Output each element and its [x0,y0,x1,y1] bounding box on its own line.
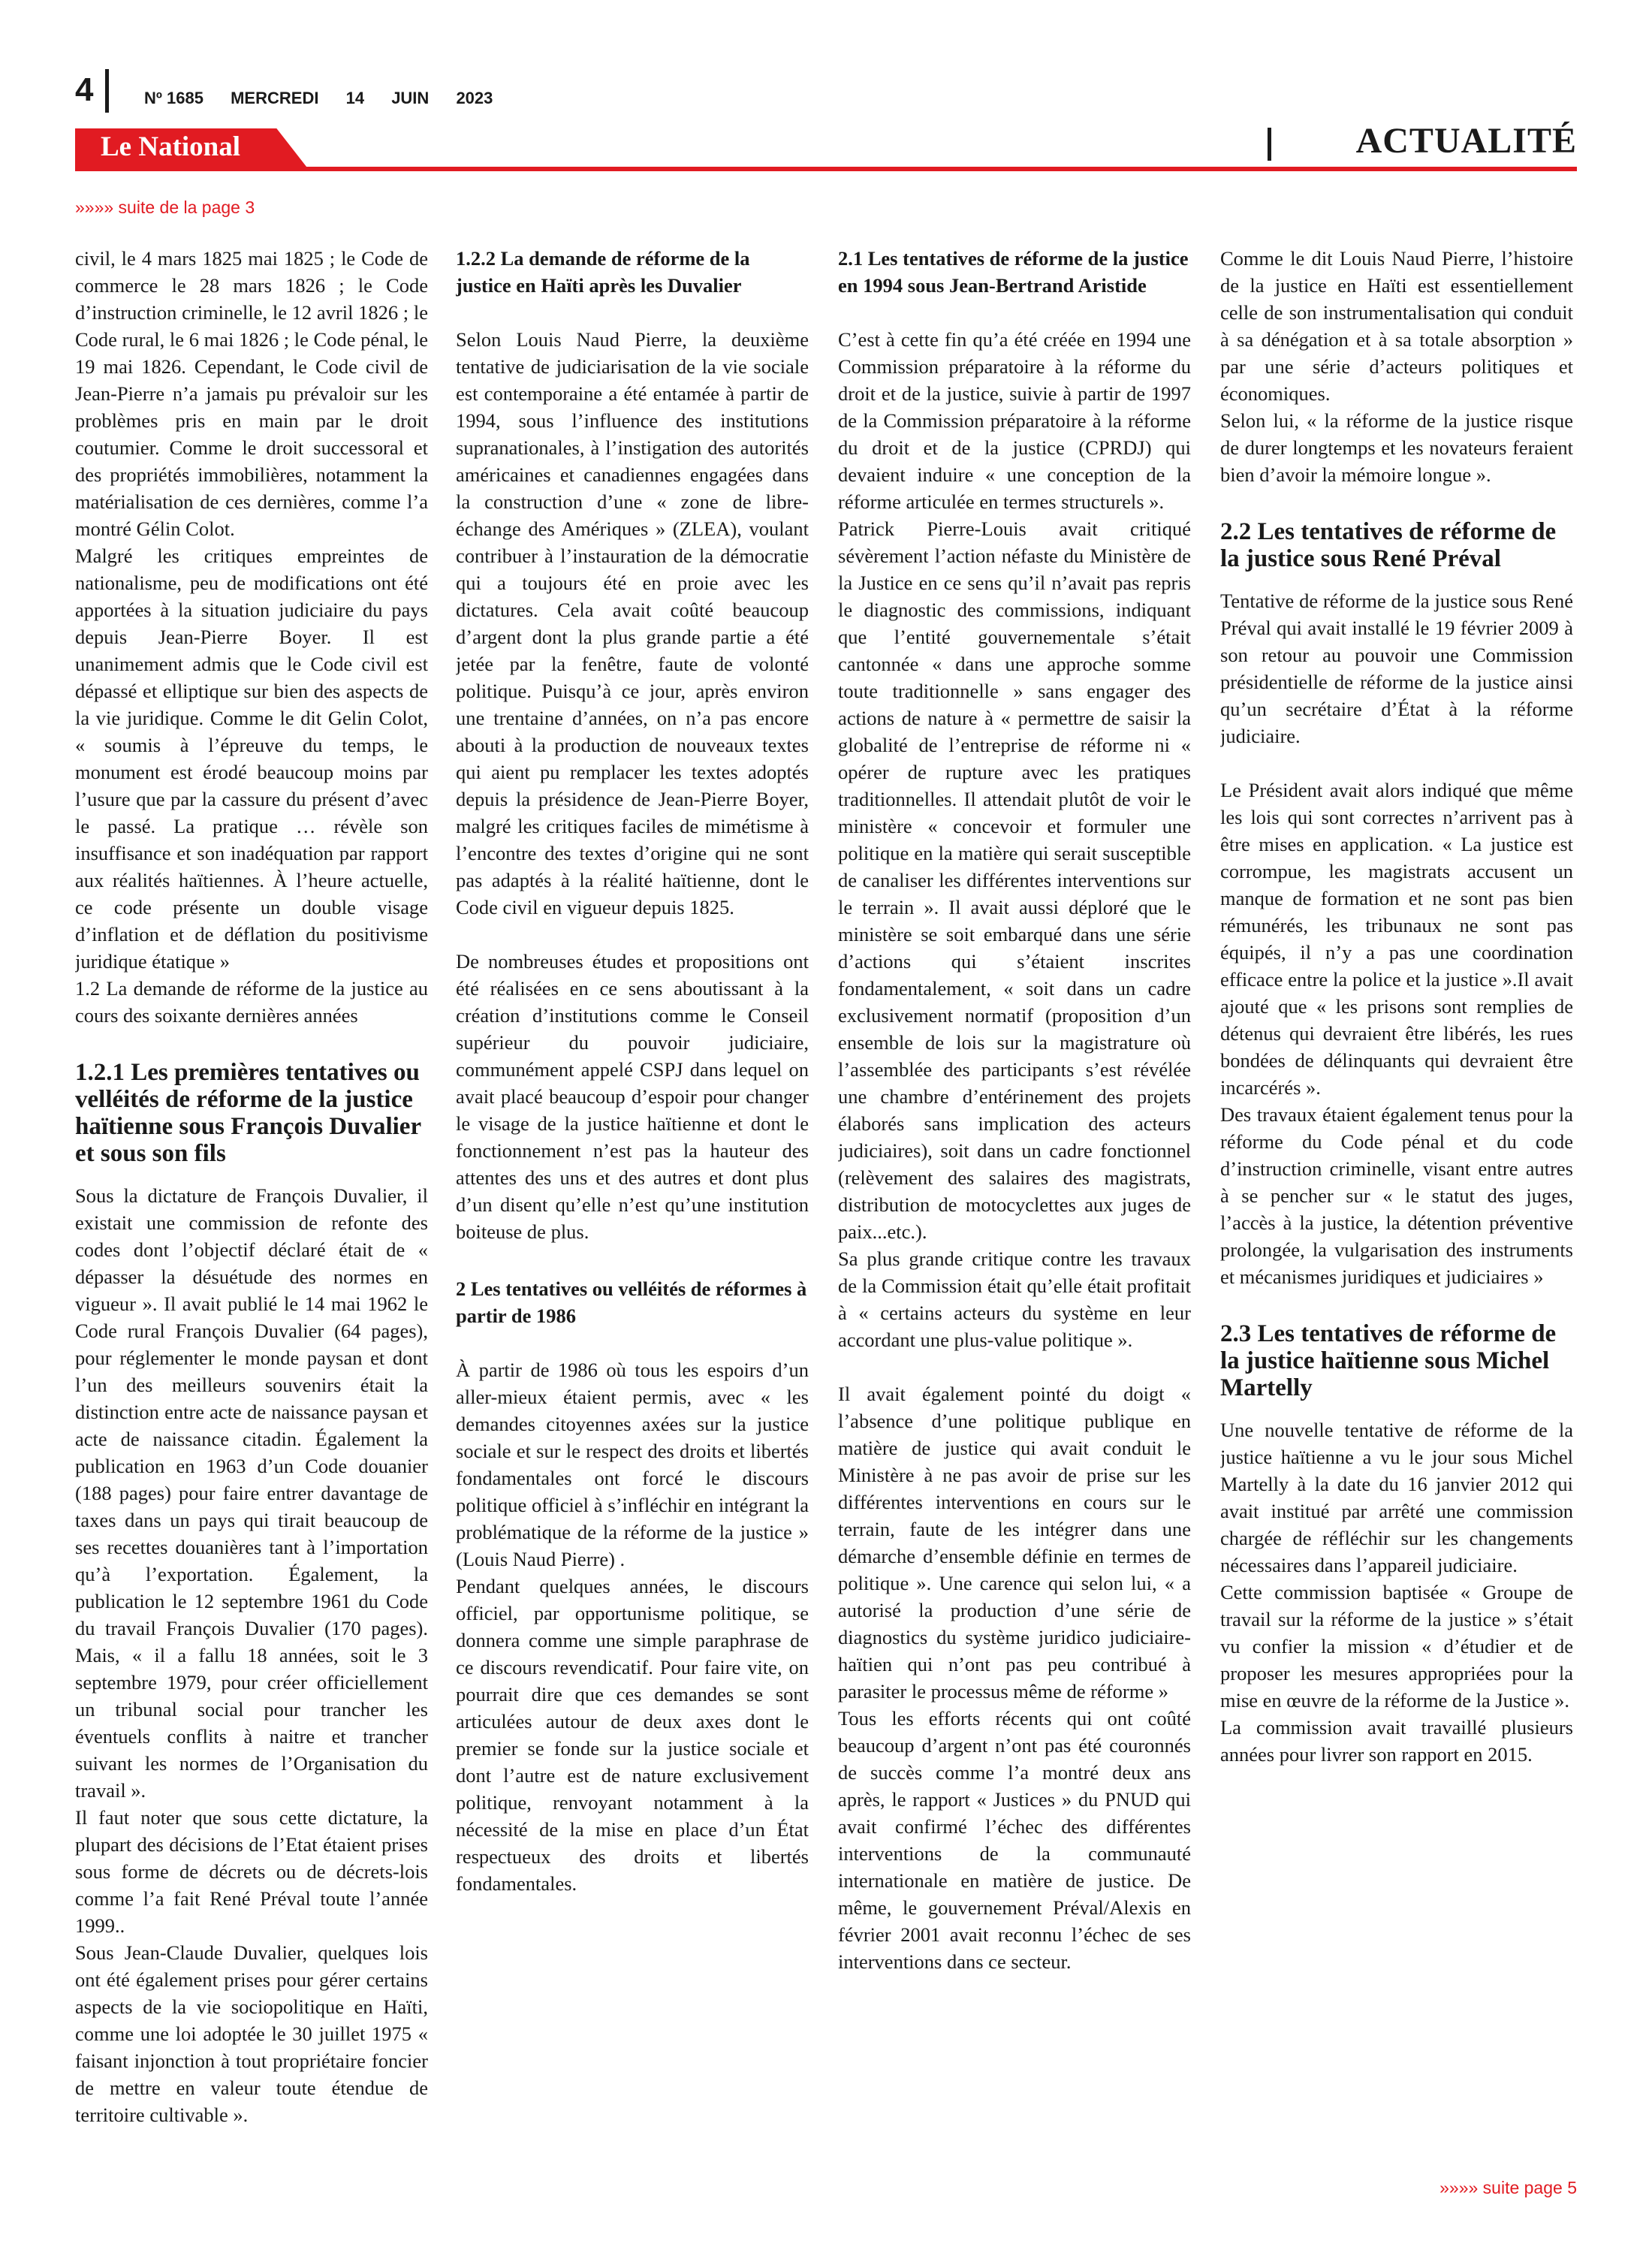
issue-year: 2023 [456,89,493,107]
paragraph: Il faut noter que sous cette dictature, la plupart des décisions de l’Etat étaient prises sous forme de décrets ou de décrets-lois comme l’a fait René Préval toute l’année 1999.. [75,1806,428,1937]
paragraph: Tentative de réforme de la justice sous René Préval qui avait installé le 19 février 2009 à son retour au pouvoir une Commission présidentielle de réforme de la justice ainsi qu’un secrétaire d’État à la réforme judiciaire. [1220,590,1573,747]
section-heading: 2 Les tentatives ou velléités de réformes à partir de 1986 [456,1277,807,1327]
paragraph: De nombreuses études et propositions ont été réalisées en ce sens aboutissant à la création d’institutions comme le Conseil supérieur du pouvoir judiciaire, communément appelé CSPJ dans lequel on avait placé beaucoup d’espoir pour changer le visage de la justice haïtienne et dont le fonctionnement n’est pas la hauteur des attentes des uns et des autres et dont plus d’un disent qu’elle n’est qu’une institution boiteuse de plus. [456,950,809,1243]
article-column-1 [75,245,428,2167]
section-divider [1268,128,1271,161]
article-column-4 [1220,245,1573,2167]
section-heading: 1.2.2 La demande de réforme de la justice en Haïti après les Duvalier [456,247,750,297]
page-number-divider [105,69,109,113]
page-number: 4 [75,71,94,108]
paragraph: Sa plus grande critique contre les travaux de la Commission était qu’elle était profitait à « certains acteurs du système en leur accordant une plus-value politique ». [838,1247,1191,1351]
paragraph: Selon lui, « la réforme de la justice risque de durer longtemps et les novateurs feraient bien d’avoir la mémoire longue ». [1220,409,1573,486]
issue-weekday: MERCREDI [231,89,319,107]
paragraph: Le Président avait alors indiqué que même les lois qui sont correctes n’arrivent pas à être mises en application. « La justice est corrompue, les magistrats accusent un manque de formation et ne sont pas bien rémunérés, les tribunaux ne sont pas équipés, il n’y a pas une coordination efficace entre la police et la justice ».Il avait ajouté que « les prisons sont remplies de détenus qui devraient être libérés, les rues bondées de délinquants qui devraient être incarcérés ». [1220,779,1573,1099]
section-heading: 1.2.1 Les premières tentatives ou velléités de réforme de la justice haïtienne sous François Duvalier et sous son fils [75,1059,421,1167]
paragraph: Pendant quelques années, le discours officiel, par opportunisme politique, se donnera comme une simple paraphrase de ce discours revendicatif. Pour faire vite, on pourrait dire que ces demandes se sont articulées autour de deux axes dont le premier se fonde sur la justice sociale et dont l’autre est de nature exclusivement politique, renvoyant notamment à la nécessité de la mise en place d’un État respectueux des droits et libertés fondamentales. [456,1575,809,1895]
paragraph: Des travaux étaient également tenus pour la réforme du Code pénal et du code d’instruction criminelle, visant entre autres à se pencher sur « le statut des juges, l’accès à la justice, la détention préventive prolongée, la vulgarisation des instruments et mécanismes juridiques et judiciaires » [1220,1103,1573,1288]
paragraph: 1.2 La demande de réforme de la justice au cours des soixante dernières années [75,977,428,1027]
paragraph: Comme le dit Louis Naud Pierre, l’histoire de la justice en Haïti est essentiellement celle de son instrumentalisation qui conduit à sa dénégation et à sa totale absorption » par une série d’acteurs politiques et économiques. [1220,247,1573,405]
paragraph: Patrick Pierre-Louis avait critiqué sévèrement l’action néfaste du Ministère de la Justice en ce sens qu’il n’avait pas repris le diagnostic des commissions, indiquant que l’entité gouvernementale s’était cantonnée « dans une approche somme toute traditionnelle » sans engager des actions de nature à « permettre de saisir la globalité de l’entreprise de réforme ni « opérer de rupture avec les pratiques traditionnelles. Il attendait plutôt de voir le ministère « concevoir et formuler une politique en la matière qui serait susceptible de canaliser les différentes interventions sur le terrain ». Il avait aussi déploré que le ministère se soit embarqué dans une série d’actions qui s’étaient inscrites fondamentalement, « soit dans un cadre exclusivement normatif (proposition d’un ensemble de lois sur la magistrature où l’assemblée des participants s’est révélée une chambre d’entérinement des projets élaborés sans implication des acteurs judiciaires), soit dans un cadre fonctionnel (relèvement des salaires des magistrats, distribution de motocyclettes aux juges de paix...etc.). [838,517,1191,1243]
paragraph: À partir de 1986 où tous les espoirs d’un aller-mieux étaient permis, avec « les demandes citoyennes axées sur la justice sociale et sur le respect des droits et libertés fondamentales ont forcé le discours politique officiel à s’infléchir en intégrant la problématique de la réforme de la justice » (Louis Naud Pierre) . [456,1359,809,1570]
section-title: ACTUALITÉ [1355,121,1577,161]
issue-month: JUIN [391,89,430,107]
issue-day: 14 [345,89,365,107]
continued-from-link[interactable]: »»»» suite de la page 3 [75,198,255,217]
article-column-2 [456,245,809,2167]
paragraph: Sous Jean-Claude Duvalier, quelques lois ont été également prises pour gérer certains aspects de la vie sociopolitique en Haïti, comme une loi adoptée le 30 juillet 1975 « faisant injonction à tout propriétaire foncier de mettre en valeur toute étendue de territoire cultivable ». [75,1941,428,2126]
paragraph: Sous la dictature de François Duvalier, il existait une commission de refonte des codes dont l’objectif déclaré était de « dépasser la désuétude des normes en vigueur ». Il avait publié le 14 mai 1962 le Code rural François Duvalier (64 pages), pour réglementer le monde paysan et dont l’un des meilleurs souvenirs était la distinction entre acte de naissance paysan et acte de naissance citadin. Également la publication en 1963 d’un Code douanier (188 pages) pour faire entrer davantage de taxes dans un pays qui tirait beaucoup de ses recettes douanières tant à l’importation qu’à l’exportation. Également, la publication le 12 septembre 1961 du Code du travail François Duvalier (170 pages). Mais, « il a fallu 18 années, soit le 3 septembre 1979, pour créer officiellement un tribunal social pour trancher les éventuels conflits à naitre et trancher suivant les normes de l’Organisation du travail ». [75,1184,428,1802]
issue-info [144,89,515,108]
paragraph: Selon Louis Naud Pierre, la deuxième tentative de judiciarisation de la vie sociale est contemporaine a été entamée à partir de 1994, sous l’influence des institutions supranationales, à l’instigation des autorités américaines et canadiennes engagées dans la construction d’une « zone de libre-échange des Amériques » (ZLEA), voulant contribuer à l’instauration de la démocratie qui a toujours été en proie avec les dictatures. Cela avait coûté beaucoup d’argent dont la plus grande partie a été jetée par la fenêtre, faute de volonté politique. Puisqu’à ce jour, après environ une trentaine d’années, on n’a pas encore abouti à la production de nouveaux textes qui aient pu remplacer les textes adoptés depuis la présidence de Jean-Pierre Boyer, malgré les critiques faciles de mimétisme à l’encontre des textes d’origine qui ne sont pas adaptés à la réalité haïtienne, dont le Code civil en vigueur depuis 1825. [456,328,809,918]
paragraph: Malgré les critiques empreintes de nationalisme, peu de modifications ont été apportées à la situation judiciaire du pays depuis Jean-Pierre Boyer. Il est unanimement admis que le Code civil est dépassé et elliptique sur bien des aspects de la vie juridique. Comme le dit Gelin Colot, « soumis à l’épreuve du temps, le monument est érodé beaucoup moins par l’usure que par la cassure du présent d’avec le passé. La pratique … révèle son insuffisance et son inadéquation par rapport aux réalités haïtiennes. À l’heure actuelle, ce code présente un double visage d’inflation et de déflation du positivisme juridique étatique » [75,544,428,973]
article-column-3 [838,245,1191,2167]
continued-to-link[interactable]: »»»» suite page 5 [1439,2178,1577,2197]
header-rule [75,167,1577,171]
section-heading: 2.2 Les tentatives de réforme de la justice sous René Préval [1220,518,1557,572]
paragraph: Une nouvelle tentative de réforme de la justice haïtienne a vu le jour sous Michel Martelly à la date du 16 janvier 2012 qui avait institué par arrêté une commission chargée de réfléchir sur les changements nécessaires dans l’appareil judiciaire. [1220,1419,1573,1576]
section-heading: 2.3 Les tentatives de réforme de la justice haïtienne sous Michel Martelly [1220,1320,1557,1401]
paragraph: Il avait également pointé du doigt « l’absence d’une politique publique en matière de justice qui avait conduit le Ministère à ne pas avoir de prise sur les différentes interventions en cours sur le terrain, faute de les intégrer dans une démarche d’ensemble définie en termes de politique ». Une carence qui selon lui, « a autorisé la production d’une série de diagnostics du système juridico judiciaire- haïtien qui n’ont pas peu contribué à parasiter le processus même de réforme » [838,1383,1191,1703]
paragraph: C’est à cette fin qu’a été créée en 1994 une Commission préparatoire à la réforme du droit et de la justice, suivie à partir de 1997 de la Commission préparatoire à la réforme du droit et de la justice (CPRDJ) qui devaient induire « une conception de la réforme articulée en termes structurels ». [838,328,1191,513]
paragraph: Tous les efforts récents qui ont coûté beaucoup d’argent n’ont pas été couronnés de succès comme l’a montré deux ans après, le rapport « Justices » du PNUD qui avait confirmé l’échec des différentes interventions de la communauté internationale en matière de justice. De même, le gouvernement Préval/Alexis en février 2001 avait reconnu l’échec de ses interventions dans ce secteur. [838,1707,1191,1973]
section-heading: 2.1 Les tentatives de réforme de la justice en 1994 sous Jean-Bertrand Aristide [838,247,1189,297]
paragraph: Cette commission baptisée « Groupe de travail sur la réforme de la justice » s’était vu confier la mission « d’étudier et de proposer les mesures appropriées pour la mise en œuvre de la réforme de la Justice ». [1220,1581,1573,1712]
issue-number: Nº 1685 [144,89,203,107]
paragraph: civil, le 4 mars 1825 mai 1825 ; le Code de commerce le 28 mars 1826 ; le Code d’instruction criminelle, le 12 avril 1826 ; le Code rural, le 6 mai 1826 ; le Code pénal, le 19 mai 1826. Cependant, le Code civil de Jean-Pierre n’a jamais pu prévaloir sur les problèmes pris en main par le droit coutumier. Comme le droit successoral et des propriétés immobilières, notamment la matérialisation de ces dernières, comme l’a montré Gélin Colot. [75,247,428,540]
brand-logo: Le National [101,131,241,162]
paragraph: La commission avait travaillé plusieurs années pour livrer son rapport en 2015. [1220,1716,1573,1766]
